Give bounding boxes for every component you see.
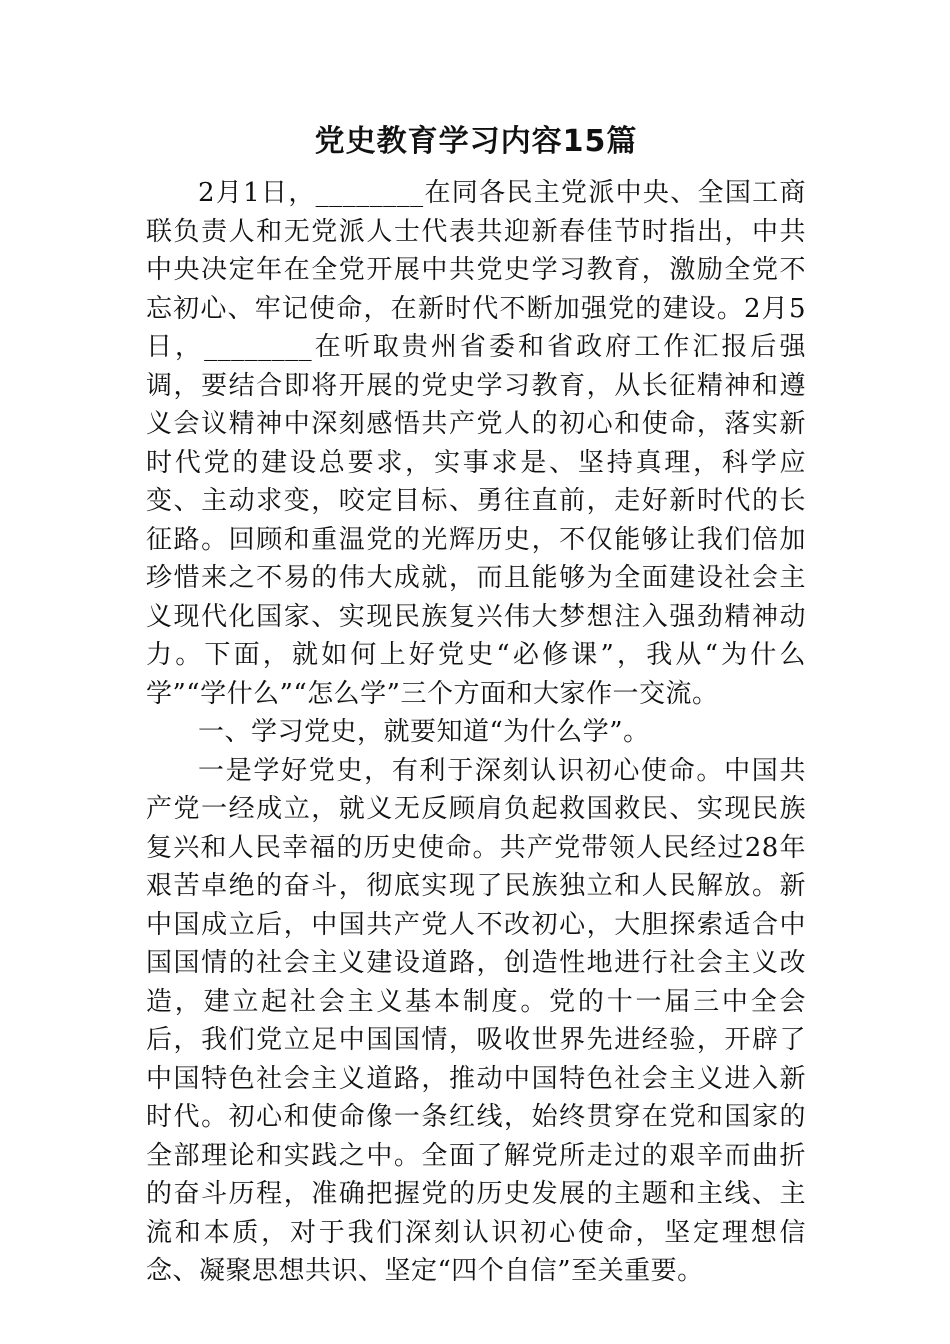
paragraph-section-heading: 一、学习党史，就要知道“为什么学”。 (198, 717, 650, 747)
paragraph-intro: 2月1日，________在同各民主党派中央、全国工商联负责人和无党派人士代表共迎新春佳节时指出，中共中央决定年在全党开展中共党史学习教育，激励全党不忘初心、牢记使命，在新时代不断加强党的建设。2月5日，________在听取贵州省委和省政府工作汇报后强调，要结合即将开展的党史学习教育，从长征精神和遵义会议精神中深刻感悟共产党人的初心和使命，落实新时代党的建设总要求，实事求是、坚持真理，科学应变、主动求变，咬定目标、勇往直前，走好新时代的长征路。回顾和重温党的光辉历史，不仅能够让我们倍加珍惜来之不易的伟大成就，而且能够为全面建设社会主义现代化国家、实现民族复兴伟大梦想注入强劲精神动力。下面，就如何上好党史“必修课”，我从“为什么学”“学什么”“怎么学”三个方面和大家作一交流。 (146, 178, 806, 709)
document-title: 党史教育学习内容15篇 (314, 124, 638, 159)
document-page (146, 118, 806, 1291)
paragraph-point-one: 一是学好党史，有利于深刻认识初心使命。中国共产党一经成立，就义无反顾肩负起救国救民、实现民族复兴和人民幸福的历史使命。共产党带领人民经过28年艰苦卓绝的奋斗，彻底实现了民族独立和人民解放。新中国成立后，中国共产党人不改初心，大胆探索适合中国国情的社会主义建设道路，创造性地进行社会主义改造，建立起社会主义基本制度。党的十一届三中全会后，我们党立足中国国情，吸收世界先进经验，开辟了中国特色社会主义道路，推动中国特色社会主义进入新时代。初心和使命像一条红线，始终贯穿在党和国家的全部理论和实践之中。全面了解党所走过的艰辛而曲折的奋斗历程，准确把握党的历史发展的主题和主线、主流和本质，对于我们深刻认识初心使命，坚定理想信念、凝聚思想共识、坚定“四个自信”至关重要。 (146, 755, 806, 1286)
